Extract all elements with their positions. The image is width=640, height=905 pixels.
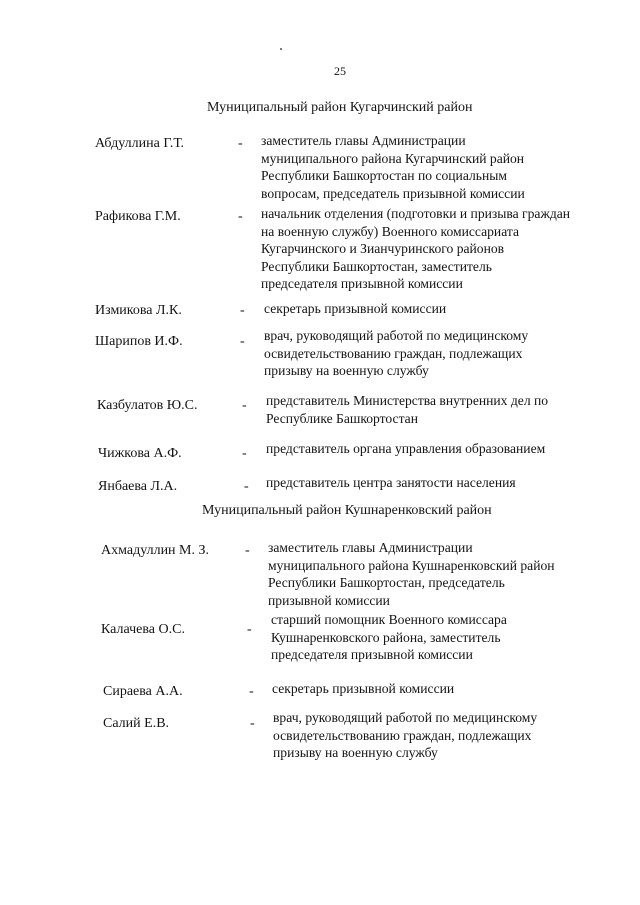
- member-dash: -: [240, 334, 245, 349]
- member-role: секретарь призывной комиссии: [272, 681, 455, 696]
- member-role: представитель Министерства внутренних дел по Республике Башкортостан: [266, 393, 549, 426]
- member-dash: -: [242, 446, 247, 461]
- scan-speck: [280, 48, 282, 50]
- member-name: Калачева О.С.: [101, 622, 185, 637]
- page-number: 25: [334, 64, 346, 78]
- member-name: Чижкова А.Ф.: [98, 446, 182, 461]
- member-name: Янбаева Л.А.: [98, 479, 178, 494]
- member-name: Измикова Л.К.: [95, 303, 182, 318]
- member-dash: -: [238, 209, 243, 224]
- member-name: Ахмадуллин М. З.: [101, 543, 210, 558]
- member-name: Казбулатов Ю.С.: [97, 398, 198, 413]
- member-dash: -: [249, 684, 254, 699]
- member-dash: -: [244, 479, 249, 494]
- section-title: Муниципальный район Кугарчинский район: [207, 100, 473, 115]
- member-dash: -: [238, 136, 243, 151]
- member-dash: -: [245, 543, 250, 558]
- member-dash: -: [247, 622, 252, 637]
- member-name: Абдуллина Г.Т.: [95, 136, 185, 151]
- section-title: Муниципальный район Кушнаренковский район: [202, 503, 492, 518]
- member-role: представитель центра занятости населения: [266, 475, 516, 490]
- member-name: Шарипов И.Ф.: [95, 334, 183, 349]
- member-name: Сираева А.А.: [103, 684, 183, 699]
- member-role: секретарь призывной комиссии: [264, 301, 447, 316]
- member-name: Рафикова Г.М.: [95, 209, 181, 224]
- member-role: врач, руководящий работой по медицинскому освидетельствованию граждан, подлежащих призыву на военную службу: [264, 328, 529, 378]
- member-name: Салий Е.В.: [103, 716, 170, 731]
- member-role: врач, руководящий работой по медицинскому освидетельствованию граждан, подлежащих призыву на военную службу: [273, 710, 538, 760]
- member-role: старший помощник Военного комиссара Кушнаренковского района, заместитель председателя призывной комиссии: [271, 612, 507, 662]
- member-role: заместитель главы Администрации муниципального района Кугарчинский район Республики Башкортостан по социальным вопросам, председатель призывной комиссии: [261, 133, 525, 201]
- member-role: начальник отделения (подготовки и призыва граждан на военную службу) Военного комиссариата Кугарчинского и Зианчуринского районов Республики Башкортостан, заместитель председателя призывной комиссии: [261, 206, 571, 291]
- member-dash: -: [240, 303, 245, 318]
- member-role: представитель органа управления образованием: [266, 441, 546, 456]
- member-role: заместитель главы Администрации муниципального района Кушнаренковский район Республики Башкортостан, председатель призывной комиссии: [268, 540, 555, 608]
- member-dash: -: [242, 398, 247, 413]
- member-dash: -: [250, 716, 255, 731]
